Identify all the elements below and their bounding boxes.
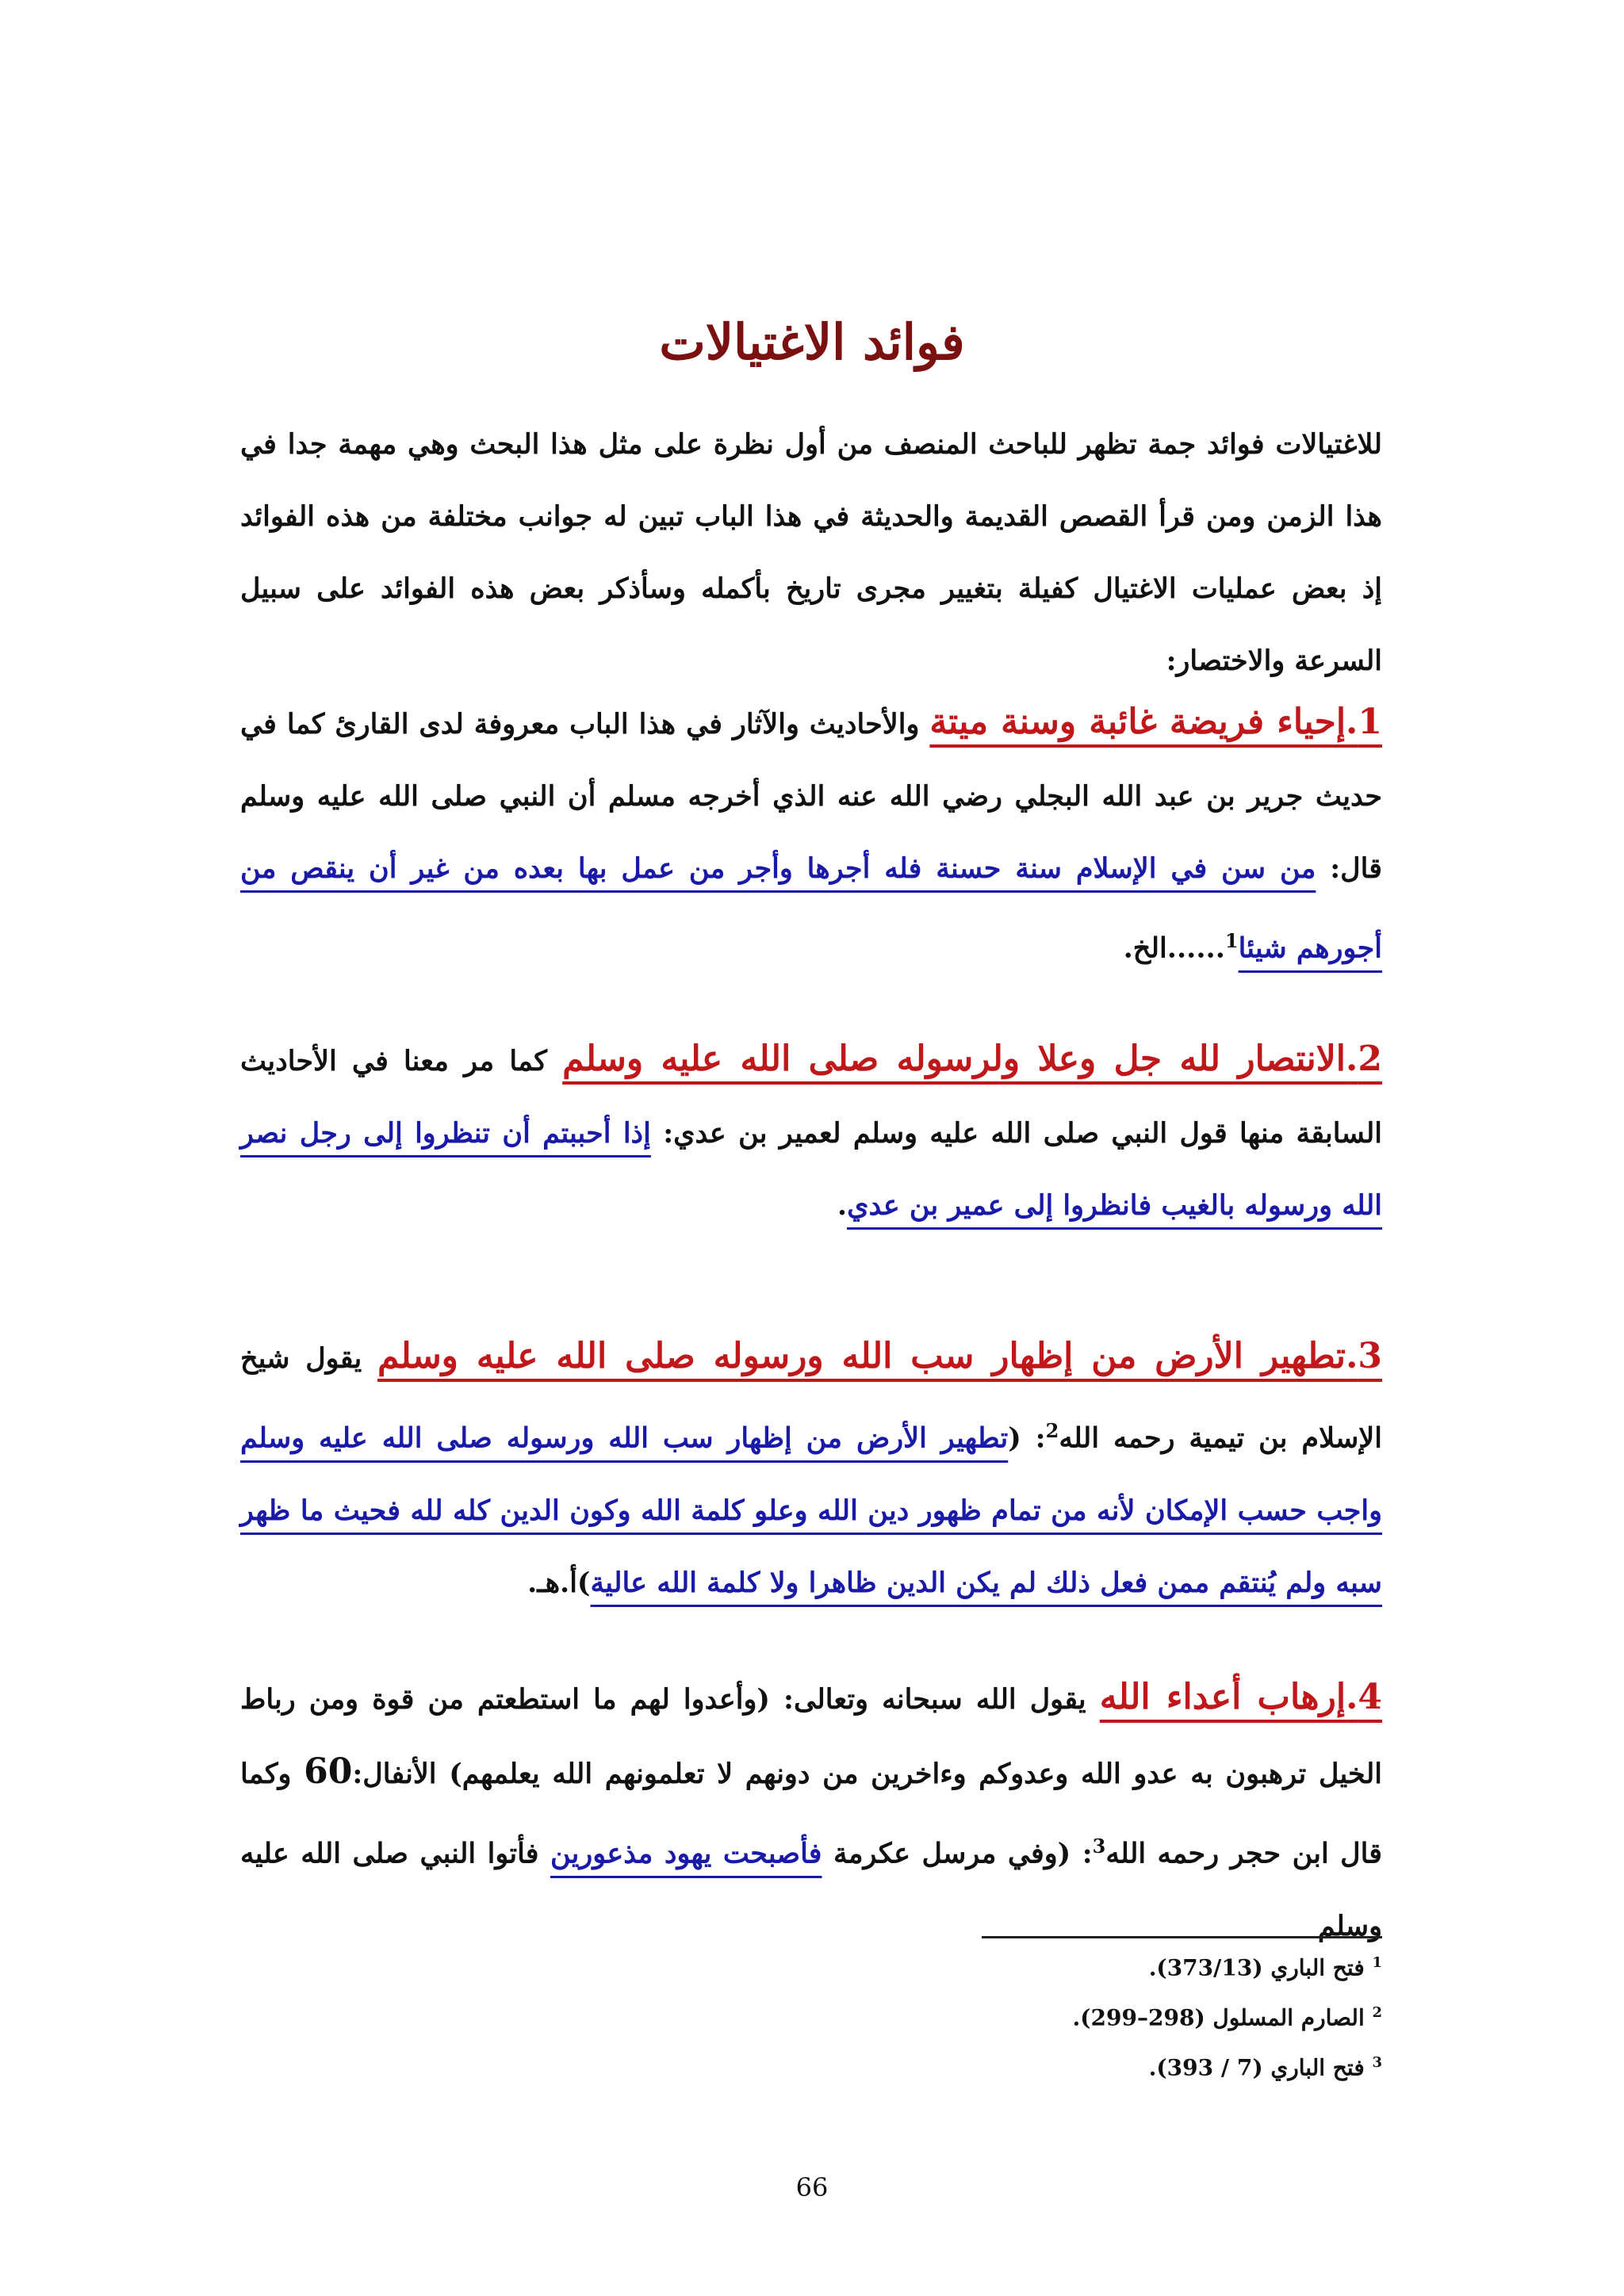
quote: فأصبحت يهود مذعورين	[550, 1837, 822, 1870]
item-number: 2.	[1346, 1039, 1382, 1079]
item-text: والأحاديث والآثار في هذا الباب معروفة لدى القارئ كما في حديث جرير بن عبد الله البجلي رضي الله عنه الذي أخرجه مسلم أن النبي صلى الله عليه وسلم قال:	[240, 708, 1382, 885]
item-text-c: : (وفي مرسل عكرمة	[822, 1837, 1093, 1870]
ayah-number: 60	[304, 1751, 353, 1792]
item-text-b: : (	[1008, 1422, 1046, 1455]
intro-paragraph: للاغتيالات فوائد جمة تظهر للباحث المنصف من أول نظرة على مثل هذا البحث وهي مهمة جدا في هذا الزمن ومن قرأ القصص القديمة والحديثة في هذا الباب تبين له جوانب مختلفة من هذه الفوائد إذ بعض عمليات الاغتيال كفيلة بتغيير مجرى تاريخ بأكمله وسأذكر بعض هذه الفوائد على سبيل السرعة والاختصار:	[240, 428, 1382, 677]
page-title: فوائد الاغتيالات	[659, 313, 965, 371]
item-text-end: ......الخ.	[1123, 932, 1225, 965]
item-heading: إرهاب أعداء الله	[1099, 1677, 1346, 1717]
quote: تطهير الأرض من إظهار سب الله ورسوله صلى الله عليه وسلم واجب حسب الإمكان لأنه من تمام ظهور دين الله وعلو كلمة الله وكون الدين كله لله فحيث ما ظهر سبه ولم يُنتقم ممن فعل ذلك لم يكن الدين ظاهرا ولا كلمة الله عالية	[240, 1422, 1382, 1599]
footnote-value: 373/13	[1166, 1954, 1253, 1981]
footnote-ref[interactable]: 1	[1224, 929, 1239, 952]
list-item-3	[240, 1320, 1382, 1619]
footnote-number: 2	[1372, 2004, 1382, 2021]
item-text: يقول الله سبحانه وتعالى: (وأعدوا لهم ما استطعتم من قوة ومن رباط الخيل ترهبون به عدو الله وعدوكم وءاخرين من دونهم لا تعلمونهم الله يعلمهم) الأنفال:	[240, 1683, 1382, 1790]
footnote-divider	[982, 1936, 1382, 1938]
footnote-ref[interactable]: 2	[1045, 1419, 1059, 1442]
item-number: 1.	[1346, 702, 1382, 742]
footnote-value: 298–299	[1090, 2004, 1195, 2031]
hadith-quote: من سن في الإسلام سنة حسنة فله أجرها وأجر من عمل بها بعده من غير أن ينقص من أجورهم شيئا	[240, 852, 1382, 965]
footnote-value: 7 / 393	[1166, 2054, 1253, 2081]
list-item-2	[240, 1023, 1382, 1242]
list-item-1	[240, 686, 1382, 985]
list-item-4	[240, 1661, 1382, 1962]
item-heading: تطهير الأرض من إظهار سب الله ورسوله صلى الله عليه وسلم	[377, 1336, 1346, 1376]
item-heading: الانتصار لله جل وعلا ولرسوله صلى الله عليه وسلم	[562, 1039, 1346, 1079]
item-text-end: .	[837, 1189, 848, 1222]
item-text: يقول شيخ الإسلام بن تيمية رحمه الله	[240, 1342, 1382, 1455]
footnote-label: فتح الباري (	[1252, 1954, 1365, 1981]
footnote-end: ).	[1148, 1954, 1167, 1981]
footnote-1	[1149, 1954, 1382, 1980]
footnote-ref[interactable]: 3	[1092, 1835, 1106, 1858]
item-heading: إحياء فريضة غائبة وسنة ميتة	[929, 702, 1346, 742]
item-text-end: )أ.هـ.	[527, 1566, 591, 1599]
item-text-end: فأتوا النبي صلى الله عليه وسلم	[240, 1837, 1382, 1942]
footnote-3	[1149, 2054, 1382, 2080]
footnote-2	[1073, 2004, 1382, 2030]
item-text-b: وكما قال ابن حجر رحمه الله	[240, 1758, 1382, 1870]
footnote-label: الصارم المسلول (	[1194, 2004, 1365, 2031]
item-text: كما مر معنا في الأحاديث السابقة منها قول النبي صلى الله عليه وسلم لعمير بن عدي:	[240, 1045, 1382, 1150]
footnote-end: ).	[1148, 2054, 1167, 2081]
item-number: 4.	[1346, 1677, 1383, 1717]
item-number: 3.	[1346, 1336, 1383, 1376]
page-number: 66	[795, 2172, 829, 2202]
hadith-quote: إذا أحببتم أن تنظروا إلى رجل نصر الله ورسوله بالغيب فانظروا إلى عمير بن عدي	[240, 1117, 1382, 1222]
footnote-end: ).	[1072, 2004, 1091, 2031]
footnote-label: فتح الباري (	[1252, 2054, 1365, 2081]
footnote-number: 3	[1372, 2054, 1382, 2071]
footnote-number: 1	[1372, 1954, 1382, 1971]
